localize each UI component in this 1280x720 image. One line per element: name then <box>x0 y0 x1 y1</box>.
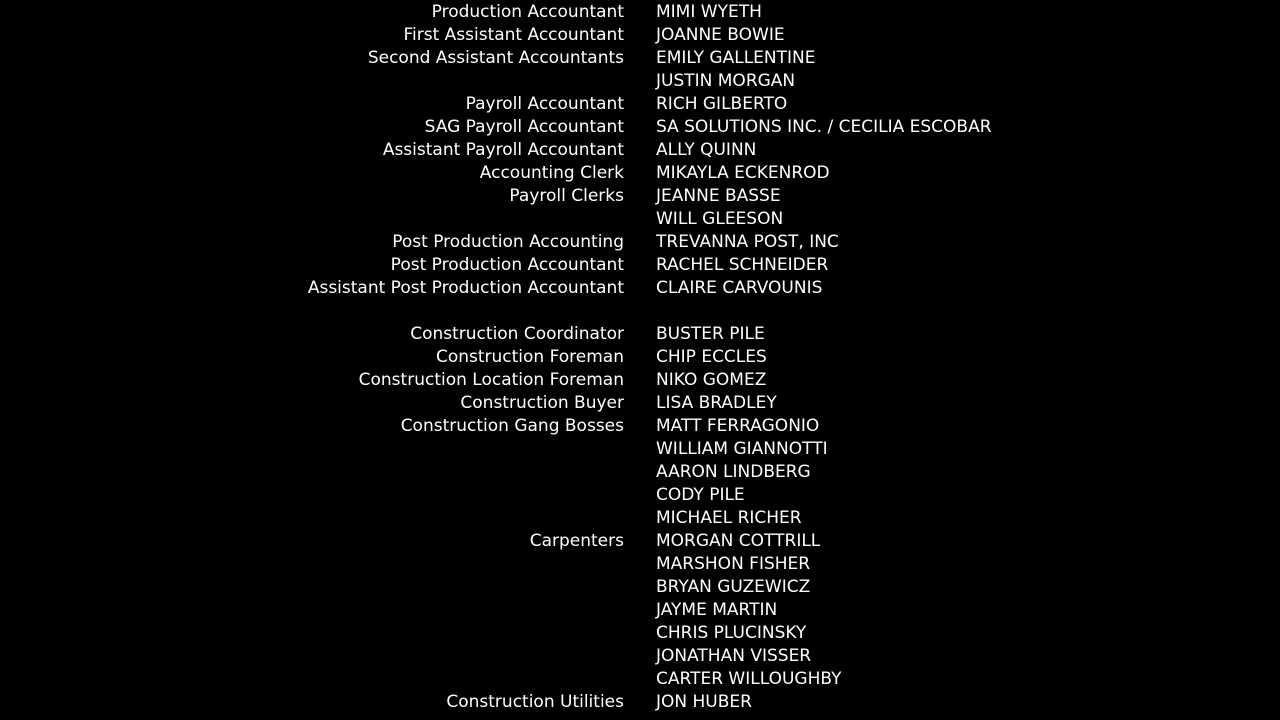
credit-role: Post Production Accountant <box>390 255 624 275</box>
credit-name: CHRIS PLUCINSKY <box>656 623 807 643</box>
credit-name: WILL GLEESON <box>656 209 784 229</box>
credit-row <box>0 70 1280 93</box>
credit-row <box>0 507 1280 530</box>
credit-name: TREVANNA POST, INC <box>656 232 839 252</box>
credit-name: AARON LINDBERG <box>656 462 811 482</box>
credit-name: MARSHON FISHER <box>656 554 811 574</box>
credit-row <box>0 254 1280 277</box>
credit-row <box>0 668 1280 691</box>
credit-name: MATT FERRAGONIO <box>656 416 820 436</box>
credit-name: NIKO GOMEZ <box>656 370 767 390</box>
credit-row <box>0 484 1280 507</box>
credit-role: Assistant Post Production Accountant <box>307 278 624 298</box>
credit-name: BRYAN GUZEWICZ <box>656 577 811 597</box>
credit-row <box>0 645 1280 668</box>
credit-name: JON HUBER <box>656 692 752 712</box>
credit-name: JAYME MARTIN <box>656 600 778 620</box>
credit-role: Construction Gang Bosses <box>400 416 624 436</box>
credit-row <box>0 392 1280 415</box>
credit-row <box>0 24 1280 47</box>
credit-name: JONATHAN VISSER <box>656 646 812 666</box>
credit-role: Carpenters <box>529 531 624 551</box>
credit-name: CARTER WILLOUGHBY <box>656 669 842 689</box>
credit-name: CLAIRE CARVOUNIS <box>656 278 823 298</box>
credit-row <box>0 208 1280 231</box>
credit-row <box>0 553 1280 576</box>
credit-name: JUSTIN MORGAN <box>656 71 796 91</box>
credit-name: MICHAEL RICHER <box>656 508 802 528</box>
credit-row <box>0 185 1280 208</box>
credit-name: EMILY GALLENTINE <box>656 48 816 68</box>
credit-row <box>0 576 1280 599</box>
credit-role: Construction Location Foreman <box>358 370 624 390</box>
credit-role: Payroll Accountant <box>465 94 624 114</box>
credit-row <box>0 300 1280 323</box>
credit-role: Construction Coordinator <box>410 324 624 344</box>
credit-role: Post Production Accounting <box>392 232 624 252</box>
credit-row <box>0 323 1280 346</box>
credit-name: RACHEL SCHNEIDER <box>656 255 829 275</box>
credit-row <box>0 691 1280 714</box>
credit-row <box>0 277 1280 300</box>
credit-row <box>0 139 1280 162</box>
credit-row <box>0 622 1280 645</box>
credit-name: JEANNE BASSE <box>656 186 781 206</box>
credit-name: ALLY QUINN <box>656 140 757 160</box>
credit-name: CHIP ECCLES <box>656 347 767 367</box>
credit-name: LISA BRADLEY <box>656 393 777 413</box>
credit-role: Assistant Payroll Accountant <box>382 140 624 160</box>
credit-role: Production Accountant <box>431 2 624 22</box>
credit-role: Accounting Clerk <box>479 163 624 183</box>
credit-row <box>0 369 1280 392</box>
credit-row <box>0 461 1280 484</box>
credit-name: MIMI WYETH <box>656 2 762 22</box>
credit-row <box>0 47 1280 70</box>
credit-name: BUSTER PILE <box>656 324 765 344</box>
credit-name: CODY PILE <box>656 485 745 505</box>
credit-role: Construction Foreman <box>435 347 624 367</box>
credit-role: Second Assistant Accountants <box>367 48 624 68</box>
credit-row <box>0 530 1280 553</box>
credit-name: MIKAYLA ECKENROD <box>656 163 830 183</box>
credit-role: Construction Utilities <box>446 692 624 712</box>
credit-name: JOANNE BOWIE <box>656 25 785 45</box>
credit-row <box>0 346 1280 369</box>
credit-role: SAG Payroll Accountant <box>424 117 624 137</box>
credit-row <box>0 438 1280 461</box>
credit-row <box>0 116 1280 139</box>
credit-role: Payroll Clerks <box>509 186 624 206</box>
credit-row <box>0 93 1280 116</box>
credit-name: SA SOLUTIONS INC. / CECILIA ESCOBAR <box>656 117 992 137</box>
credit-row <box>0 599 1280 622</box>
credit-role: First Assistant Accountant <box>403 25 624 45</box>
credit-row <box>0 1 1280 24</box>
credit-role: Construction Buyer <box>460 393 624 413</box>
credit-row <box>0 231 1280 254</box>
credit-name: WILLIAM GIANNOTTI <box>656 439 828 459</box>
credit-name: RICH GILBERTO <box>656 94 788 114</box>
credit-row <box>0 415 1280 438</box>
credit-row <box>0 162 1280 185</box>
credit-name: MORGAN COTTRILL <box>656 531 821 551</box>
